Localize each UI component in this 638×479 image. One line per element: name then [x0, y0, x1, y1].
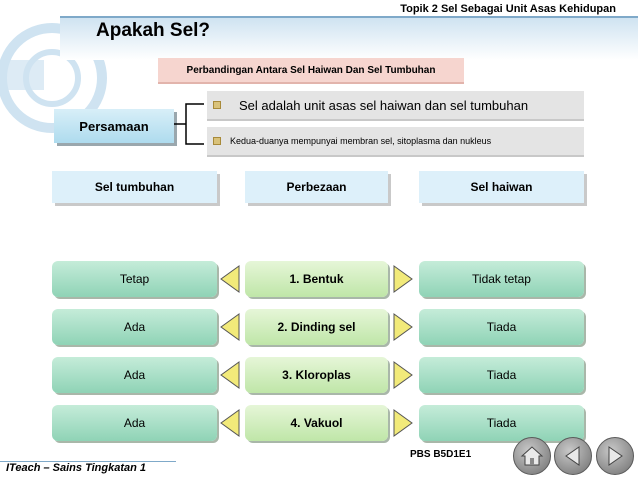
pbs-code: PBS B5D1E1 [410, 449, 472, 460]
square-bullet-icon [213, 101, 221, 109]
triangle-left-icon [561, 444, 585, 468]
feature-chloroplast: 3. Kloroplas [245, 357, 388, 393]
animal-cell-value-chloroplast: Tiada [419, 357, 584, 393]
triangle-left-icon [219, 360, 241, 390]
similarity-label: Persamaan [54, 109, 174, 143]
animal-cell-value-vacuole: Tiada [419, 405, 584, 441]
page-title: Apakah Sel? [96, 20, 211, 41]
animal-cell-header: Sel haiwan [419, 171, 584, 203]
plant-cell-value-vacuole: Ada [52, 405, 217, 441]
animal-cell-value-shape: Tidak tetap [419, 261, 584, 297]
next-button[interactable] [596, 437, 634, 475]
footer-credit: ITeach – Sains Tingkatan 1 [6, 462, 146, 474]
feature-shape: 1. Bentuk [245, 261, 388, 297]
plant-cell-value-chloroplast: Ada [52, 357, 217, 393]
triangle-right-icon [392, 264, 414, 294]
topic-heading: Topik 2 Sel Sebagai Unit Asas Kehidupan [400, 3, 616, 15]
feature-vacuole: 4. Vakuol [245, 405, 388, 441]
feature-cell-wall: 2. Dinding sel [245, 309, 388, 345]
triangle-right-icon [392, 312, 414, 342]
similarity-text-1: Sel adalah unit asas sel haiwan dan sel tumbuhan [239, 97, 529, 113]
triangle-right-icon [603, 444, 627, 468]
difference-header: Perbezaan [245, 171, 388, 203]
triangle-right-icon [392, 408, 414, 438]
connector-bracket [174, 100, 204, 148]
plant-cell-value-shape: Tetap [52, 261, 217, 297]
subtitle-banner: Perbandingan Antara Sel Haiwan Dan Sel Tumbuhan [158, 58, 464, 84]
triangle-left-icon [219, 408, 241, 438]
triangle-right-icon [392, 360, 414, 390]
square-bullet-icon [213, 137, 221, 145]
similarity-item-1 [207, 91, 584, 121]
plant-cell-value-cell-wall: Ada [52, 309, 217, 345]
similarity-text-2: Kedua-duanya mempunyai membran sel, sitoplasma dan nukleus [230, 136, 492, 146]
similarity-item-2 [207, 127, 584, 157]
plant-cell-header: Sel tumbuhan [52, 171, 217, 203]
home-button[interactable] [513, 437, 551, 475]
animal-cell-value-cell-wall: Tiada [419, 309, 584, 345]
triangle-left-icon [219, 312, 241, 342]
triangle-left-icon [219, 264, 241, 294]
home-icon [520, 444, 544, 468]
previous-button[interactable] [554, 437, 592, 475]
